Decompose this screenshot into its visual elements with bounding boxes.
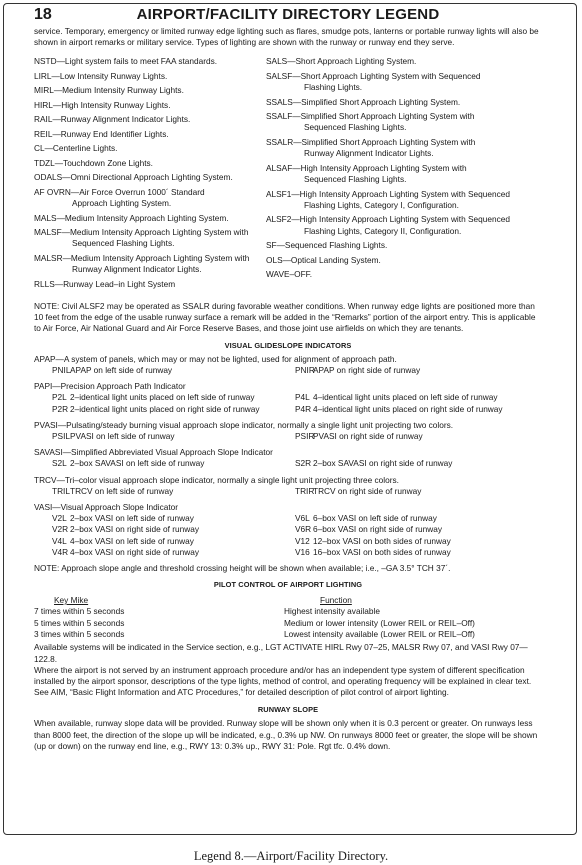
lighting-entry: NSTD—Light system fails to meet FAA standards. (34, 56, 218, 67)
vgsi-code: TRIL (52, 485, 70, 496)
lighting-code: SALS (266, 56, 288, 67)
lighting-code: ALSAF (266, 162, 293, 173)
legend-page (3, 3, 577, 835)
vgsi-code-grid (34, 392, 542, 414)
vgsi-description: 6–box VASI on right side of runway (313, 524, 442, 535)
vgsi-group-heading: APAP—A system of panels, which may or may not be lighted, used for alignment of approach path. (34, 353, 397, 364)
vgsi-group (34, 354, 542, 376)
lighting-description-cont: Runway Alignment Indicator Lights. (304, 148, 434, 159)
lighting-entry: RAIL—Runway Alignment Indicator Lights. (34, 114, 191, 125)
lighting-description: High Intensity Approach Lighting System with Sequenced (299, 214, 510, 225)
lighting-entry: HIRL—High Intensity Runway Lights. (34, 99, 171, 110)
lighting-description: Simplified Short Approach Lighting System with (300, 111, 475, 122)
page-content (34, 4, 542, 752)
vgsi-code: V2R (52, 524, 69, 535)
lighting-description: Sequenced Flashing Lights. (284, 240, 388, 251)
lighting-code: OLS (266, 254, 283, 265)
lighting-description: Air Force Overrun 1000´ Standard (79, 186, 205, 197)
vgsi-code-grid (34, 513, 542, 558)
lighting-entry: MALSF—Medium Intensity Approach Lighting System with Sequenced Flashing Lights. (34, 227, 266, 250)
vgsi-code: PSIL (52, 430, 70, 441)
lighting-code: MALSF (34, 227, 62, 238)
vgsi-code: V12 (295, 535, 310, 546)
pcl-section-title: PILOT CONTROL OF AIRPORT LIGHTING (213, 580, 363, 590)
lighting-code: SSALF (266, 111, 293, 122)
lighting-entry: SSALR—Simplified Short Approach Lighting System with Runway Alignment Indicator Lights. (266, 137, 542, 160)
lighting-description: Short Approach Lighting System. (295, 56, 417, 67)
vgsi-code: V6L (295, 513, 310, 524)
function-value: Highest intensity available (284, 606, 380, 617)
lighting-description: High Intensity Runway Lights. (61, 99, 171, 110)
vgsi-group-heading: VASI—Visual Approach Slope Indicator (34, 501, 179, 512)
vgsi-code-grid (34, 431, 542, 442)
vgsi-description: 2–box VASI on right side of runway (70, 524, 199, 535)
lighting-entry: CL—Centerline Lights. (34, 143, 118, 154)
vgsi-code: P4L (295, 392, 310, 403)
page-number: 18 (34, 6, 52, 23)
lighting-description: Medium Intensity Runway Lights. (62, 85, 184, 96)
lighting-description: Low Intensity Runway Lights. (59, 70, 168, 81)
vgsi-code: S2R (295, 458, 312, 469)
lighting-description: Simplified Short Approach Lighting System with (301, 136, 476, 147)
runway-slope-text: When available, runway slope data will be provided. Runway slope will be shown only when it is 0.3 percent or greater. On runways less than 8000 feet, the direction of the slope up will be indicated, e.g., 0.3% up NW. On runways 8000 feet or greater, the slope will be shown (up or down) on the runway end line, e.g., RWY 13: 0.3% up., RWY 31: Pole. Rgt tfc. 0.4% down. (34, 718, 538, 751)
lighting-list-right (266, 56, 542, 293)
lighting-code: ALSF1 (266, 188, 292, 199)
lighting-description: Centerline Lights. (52, 143, 118, 154)
page-title: AIRPORT/FACILITY DIRECTORY LEGEND (136, 6, 440, 23)
vgsi-group-heading: PVASI—Pulsating/steady burning visual approach slope indicator, normally a single light unit projecting two colors. (34, 419, 454, 430)
key-mike-value: 7 times within 5 seconds (34, 606, 125, 617)
page-header (34, 4, 542, 26)
lighting-entry: ALSF1—High Intensity Approach Lighting System with Sequenced Flashing Lights, Category I, Configuration. (266, 189, 542, 212)
pcl-clear-text: Where the airport is not served by an instrument approach procedure and/or has an independent type system of different specification installed by the airport sponsor, descriptions of the type lights, method of control, and operating frequency will be explained in clear text. See AIM, “Basic Flight Information and ATC Procedures,” for detailed description of pilot control of airport lighting. (34, 664, 532, 698)
lighting-entry: RLLS—Runway Lead–in Light System (34, 278, 176, 289)
lighting-code: SF (266, 240, 277, 251)
lighting-entry: TDZL—Touchdown Zone Lights. (34, 157, 153, 168)
lighting-entry (266, 269, 542, 280)
vgsi-code: V2L (52, 513, 67, 524)
lighting-description-cont: Flashing Lights, Category II, Configuration. (304, 225, 462, 236)
vgsi-code: V6R (295, 524, 312, 535)
lighting-description: Light system fails to meet FAA standards. (64, 56, 218, 67)
vgsi-description: APAP on right side of runway (313, 364, 421, 375)
lighting-code: RAIL (34, 114, 53, 125)
lighting-code: ALSF2 (266, 214, 292, 225)
vgsi-description: 4–box VASI on right side of runway (70, 546, 199, 557)
key-mike-table (34, 595, 542, 606)
lighting-list-left (34, 56, 266, 293)
vgsi-description: 2–identical light units placed on right side of runway (70, 403, 260, 414)
lighting-description-cont: Flashing Lights, Category I, Configuration. (304, 199, 459, 210)
vgsi-code-grid (34, 486, 542, 497)
key-mike-header: Key Mike (54, 595, 89, 606)
vgsi-code: V4L (52, 535, 67, 546)
vgsi-group (34, 475, 542, 497)
lighting-code: NSTD (34, 56, 57, 67)
lighting-code: LIRL (34, 70, 52, 81)
lighting-description-cont: Flashing Lights. (304, 82, 363, 93)
lighting-description: Runway End Identifier Lights. (60, 128, 169, 139)
lighting-entry: SALS—Short Approach Lighting System. (266, 56, 417, 67)
lighting-code: MALS (34, 212, 57, 223)
lighting-description: Simplified Short Approach Lighting System. (301, 96, 461, 107)
vgsi-group (34, 447, 542, 469)
lighting-description: Omni Directional Approach Lighting System. (70, 172, 233, 183)
lighting-entry: OLS—Optical Landing System. (266, 254, 381, 265)
lighting-code: RLLS (34, 278, 55, 289)
runway-slope-title: RUNWAY SLOPE (257, 705, 319, 715)
vgsi-description: TRCV on right side of runway (313, 485, 422, 496)
vgsi-code: P2R (52, 403, 69, 414)
vgsi-code: V16 (295, 546, 310, 557)
lighting-code: REIL (34, 128, 53, 139)
key-mike-value: 3 times within 5 seconds (34, 629, 125, 640)
vgsi-group (34, 381, 542, 415)
vgsi-code-grid (34, 365, 542, 376)
lighting-entry: SSALF—Simplified Short Approach Lighting System with Sequenced Flashing Lights. (266, 111, 542, 134)
lighting-entry: SSALS—Simplified Short Approach Lighting System. (266, 96, 461, 107)
lighting-description: Runway Lead–in Light System (63, 278, 176, 289)
vgsi-note: NOTE: Approach slope angle and threshold crossing height will be shown when available; i.e., –GA 3.5° TCH 37´. (34, 562, 451, 573)
lighting-description: Touchdown Zone Lights. (63, 157, 153, 168)
lighting-code: MALSR (34, 252, 63, 263)
vgsi-description: 6–box VASI on left side of runway (313, 513, 437, 524)
vgsi-code: PSIR (295, 430, 315, 441)
vgsi-description: 12–box VASI on both sides of runway (313, 535, 451, 546)
lighting-entry: SF—Sequenced Flashing Lights. (266, 240, 388, 251)
vgsi-description: PVASI on left side of runway (70, 430, 175, 441)
key-mike-rows (34, 606, 542, 640)
lighting-description-cont: Sequenced Flashing Lights. (72, 238, 175, 249)
function-value: Medium or lower intensity (Lower REIL or REIL–Off) (284, 617, 475, 628)
vgsi-groups (34, 354, 542, 558)
vgsi-group-heading: SAVASI—Simplified Abbreviated Visual Approach Slope Indicator (34, 447, 273, 458)
vgsi-description: 4–identical light units placed on right side of runway (313, 403, 503, 414)
vgsi-code: PNIL (52, 364, 71, 375)
vgsi-code-grid (34, 458, 542, 469)
vgsi-description: 4–box VASI on left side of runway (70, 535, 194, 546)
vgsi-group (34, 420, 542, 442)
lighting-code: CL (34, 143, 45, 154)
vgsi-description: 2–identical light units placed on left side of runway (70, 392, 255, 403)
lighting-code: SSALS (266, 96, 293, 107)
vgsi-code: P2L (52, 392, 67, 403)
lighting-entry: ALSAF—High Intensity Approach Lighting System with Sequenced Flashing Lights. (266, 163, 542, 186)
vgsi-group-heading: TRCV—Tri–color visual approach slope indicator, normally a single light unit projecting three colors. (34, 474, 399, 485)
function-header: Function (320, 595, 352, 606)
lighting-description-cont: Runway Alignment Indicator Lights. (72, 264, 202, 275)
lighting-description: Medium Intensity Approach Lighting System with (69, 227, 249, 238)
lighting-description-cont: Sequenced Flashing Lights. (304, 174, 407, 185)
lighting-description: Medium Intensity Approach Lighting System with (70, 252, 250, 263)
lighting-description: High Intensity Approach Lighting System with (300, 162, 467, 173)
vgsi-description: 2–box SAVASI on left side of runway (70, 458, 205, 469)
vgsi-description: APAP on left side of runway (70, 364, 173, 375)
lighting-description-cont: Sequenced Flashing Lights. (304, 122, 407, 133)
pcl-available-systems: Available systems will be indicated in the Service section, e.g., LGT ACTIVATE HIRL Rwy 07–25, MALSR Rwy 07, and VASI Rwy 07—122.8. (34, 642, 528, 664)
lighting-entry: SALSF—Short Approach Lighting System with Sequenced Flashing Lights. (266, 71, 542, 94)
lighting-entry: LIRL—Low Intensity Runway Lights. (34, 70, 168, 81)
lighting-description: Medium Intensity Approach Lighting System. (64, 212, 229, 223)
alsf2-note: NOTE: Civil ALSF2 may be operated as SSALR during favorable weather conditions. When runway edge lights are positioned more than 10 feet from the edge of the usable runway surface a remark will be added in the “Remarks” portion of the airport entry. This is applicable to Air Force, Air National Guard and Air Force Reserve Bases, and those joint use airfields on which they are tenants. (34, 301, 536, 334)
lighting-entry: REIL—Runway End Identifier Lights. (34, 128, 169, 139)
lighting-description: Short Approach Lighting System with Sequenced (300, 70, 481, 81)
vgsi-description: 16–box VASI on both sides of runway (313, 546, 451, 557)
lighting-description: Optical Landing System. (290, 254, 381, 265)
lighting-code: SALSF (266, 70, 293, 81)
vgsi-group-heading: PAPI—Precision Approach Path Indicator (34, 381, 186, 392)
function-value: Lowest intensity available (Lower REIL or REIL–Off) (284, 629, 475, 640)
vgsi-code: V4R (52, 546, 69, 557)
vgsi-code: P4R (295, 403, 312, 414)
vgsi-description: PVASI on right side of runway (313, 430, 423, 441)
lighting-description-cont: Approach Lighting System. (72, 198, 172, 209)
vgsi-description: TRCV on left side of runway (70, 485, 174, 496)
lighting-code: ODALS (34, 172, 63, 183)
lighting-entry: MIRL—Medium Intensity Runway Lights. (34, 85, 184, 96)
lighting-code: TDZL (34, 157, 55, 168)
lighting-code: HIRL (34, 99, 53, 110)
figure-caption: Legend 8.—Airport/Facility Directory. (193, 849, 389, 863)
vgsi-code: PNIR (295, 364, 315, 375)
lighting-description: High Intensity Approach Lighting System with Sequenced (299, 188, 510, 199)
lighting-entry: ALSF2—High Intensity Approach Lighting System with Sequenced Flashing Lights, Category II, Configuration. (266, 214, 542, 237)
lighting-description: Runway Alignment Indicator Lights. (60, 114, 191, 125)
vgsi-description: 4–identical light units placed on left side of runway (313, 392, 498, 403)
vgsi-description: 2–box VASI on left side of runway (70, 513, 194, 524)
lighting-entry: MALS—Medium Intensity Approach Lighting System. (34, 212, 229, 223)
lighting-systems (34, 56, 542, 293)
vgsi-code: TRIR (295, 485, 315, 496)
key-mike-value: 5 times within 5 seconds (34, 617, 125, 628)
lighting-code: AF OVRN (34, 186, 71, 197)
lighting-entry: ODALS—Omni Directional Approach Lighting System. (34, 172, 233, 183)
lighting-entry: MALSR—Medium Intensity Approach Lighting System with Runway Alignment Indicator Lights. (34, 253, 266, 276)
vgsi-group (34, 502, 542, 558)
vgsi-code: S2L (52, 458, 67, 469)
lighting-entry: AF OVRN—Air Force Overrun 1000´ Standard Approach Lighting System. (34, 187, 266, 210)
lighting-code: MIRL (34, 85, 54, 96)
vgsi-section-title: VISUAL GLIDESLOPE INDICATORS (224, 340, 352, 350)
vgsi-description: 2–box SAVASI on right side of runway (313, 458, 453, 469)
lighting-code: SSALR (266, 136, 294, 147)
intro-paragraph: service. Temporary, emergency or limited runway edge lighting such as flares, smudge pots, lanterns or portable runway lights will also be shown in airport remarks or military service. Types of lighting are shown with the runway or runway end they serve. (34, 26, 539, 48)
lighting-code: WAVE–OFF. (266, 269, 313, 280)
